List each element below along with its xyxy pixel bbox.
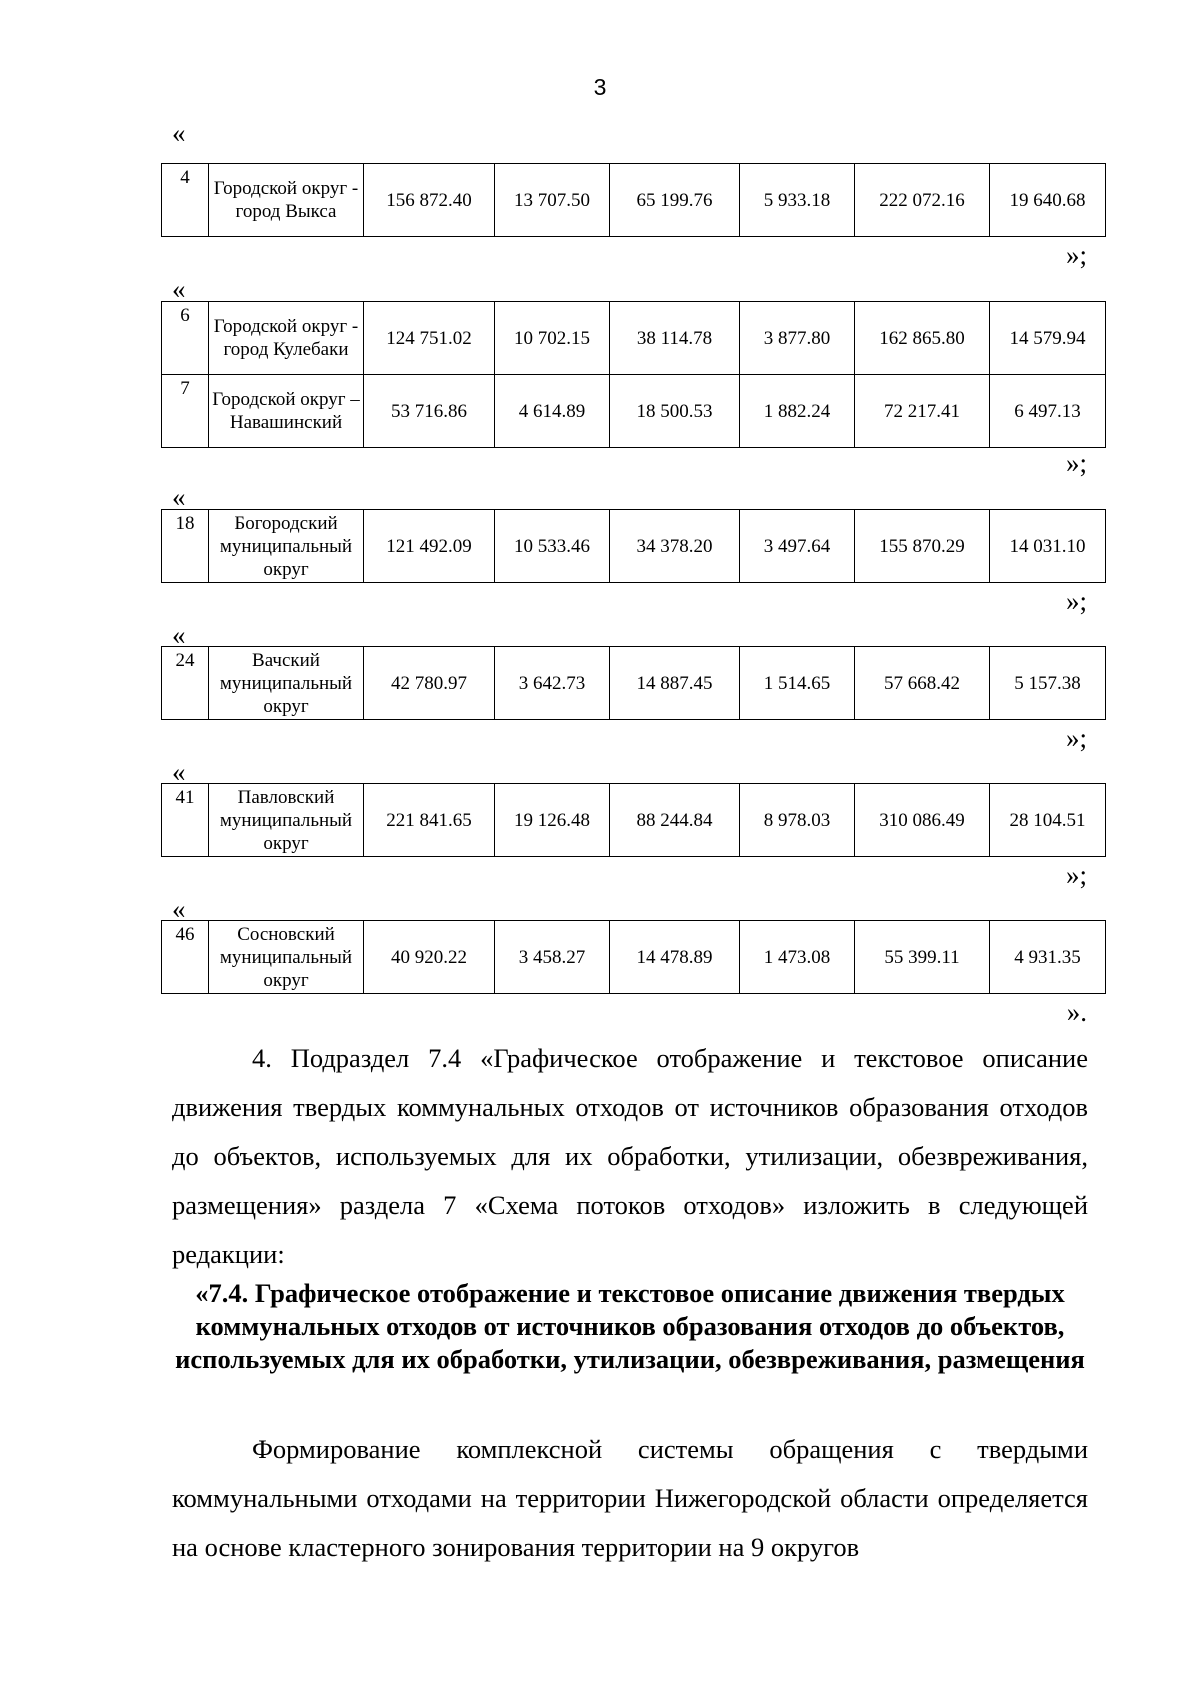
opening-quote: « [172,118,186,148]
row-number: 18 [162,510,209,583]
table-row [162,164,1106,237]
closing-quote-final: ». [1066,997,1087,1027]
value-cell: 19 640.68 [990,164,1106,237]
value-cell: 19 126.48 [495,784,610,857]
value-cell: 18 500.53 [610,375,740,448]
table-row [162,375,1106,448]
value-cell: 34 378.20 [610,510,740,583]
value-cell: 14 478.89 [610,921,740,994]
value-cell: 3 458.27 [495,921,610,994]
paragraph-final [172,1425,1088,1572]
value-cell: 10 533.46 [495,510,610,583]
district-name: Городской округ - город Выкса [209,164,364,237]
value-cell: 3 877.80 [740,302,855,375]
table-row [162,647,1106,720]
value-cell: 10 702.15 [495,302,610,375]
district-name: Городской округ - город Кулебаки [209,302,364,375]
value-cell: 4 614.89 [495,375,610,448]
value-cell: 5 157.38 [990,647,1106,720]
row-number: 46 [162,921,209,994]
data-table [161,783,1106,857]
data-table [161,646,1106,720]
opening-quote: « [172,274,186,304]
closing-quote: »; [1065,448,1087,478]
district-name: Павловский муниципальный округ [209,784,364,857]
value-cell: 156 872.40 [364,164,495,237]
data-table [161,509,1106,583]
value-cell: 88 244.84 [610,784,740,857]
value-cell: 5 933.18 [740,164,855,237]
value-cell: 28 104.51 [990,784,1106,857]
district-name: Сосновский муниципальный округ [209,921,364,994]
section-heading: «7.4. Графическое отображение и текстовое описание движения твердых коммунальных отходов от источников образования отходов до объектов, используемых для их обработки, утилизации, обезвреживания, размещения [175,1278,1085,1374]
value-cell: 1 882.24 [740,375,855,448]
closing-quote: »; [1065,586,1087,616]
value-cell: 14 579.94 [990,302,1106,375]
value-cell: 162 865.80 [855,302,990,375]
district-name: Богородский муниципальный округ [209,510,364,583]
table-row [162,510,1106,583]
value-cell: 222 072.16 [855,164,990,237]
value-cell: 8 978.03 [740,784,855,857]
row-number: 4 [162,164,209,237]
value-cell: 1 514.65 [740,647,855,720]
value-cell: 14 031.10 [990,510,1106,583]
closing-quote: »; [1065,240,1087,270]
paragraph-text: 4. Подраздел 7.4 «Графическое отображение и текстовое описание движения твердых коммунальных отходов от источников образования отходов до объектов, используемых для их обработки, утилизации, обезвреживания, размещения» раздела 7 «Схема потоков отходов» изложить в следующей редакции: [172,1043,1088,1269]
value-cell: 57 668.42 [855,647,990,720]
value-cell: 42 780.97 [364,647,495,720]
district-name: Городской округ – Навашинский [209,375,364,448]
table-row [162,302,1106,375]
data-table [161,301,1106,448]
row-number: 6 [162,302,209,375]
row-number: 24 [162,647,209,720]
page-number: 3 [593,74,607,100]
closing-quote: »; [1065,723,1087,753]
value-cell: 310 086.49 [855,784,990,857]
value-cell: 3 642.73 [495,647,610,720]
opening-quote: « [172,757,186,787]
value-cell: 53 716.86 [364,375,495,448]
opening-quote: « [172,894,186,924]
table-row [162,921,1106,994]
value-cell: 124 751.02 [364,302,495,375]
value-cell: 55 399.11 [855,921,990,994]
opening-quote: « [172,620,186,650]
row-number: 7 [162,375,209,448]
data-table [161,163,1106,237]
value-cell: 13 707.50 [495,164,610,237]
value-cell: 14 887.45 [610,647,740,720]
value-cell: 6 497.13 [990,375,1106,448]
value-cell: 4 931.35 [990,921,1106,994]
value-cell: 40 920.22 [364,921,495,994]
value-cell: 65 199.76 [610,164,740,237]
value-cell: 3 497.64 [740,510,855,583]
row-number: 41 [162,784,209,857]
value-cell: 221 841.65 [364,784,495,857]
value-cell: 121 492.09 [364,510,495,583]
district-name: Вачский муниципальный округ [209,647,364,720]
value-cell: 38 114.78 [610,302,740,375]
value-cell: 1 473.08 [740,921,855,994]
opening-quote: « [172,482,186,512]
value-cell: 155 870.29 [855,510,990,583]
paragraph-4 [172,1034,1088,1279]
table-row [162,784,1106,857]
data-table [161,920,1106,994]
value-cell: 72 217.41 [855,375,990,448]
closing-quote: »; [1065,860,1087,890]
paragraph-text: Формирование комплексной системы обращения с твердыми коммунальными отходами на территории Нижегородской области определяется на основе кластерного зонирования территории на 9 округов [172,1434,1088,1562]
